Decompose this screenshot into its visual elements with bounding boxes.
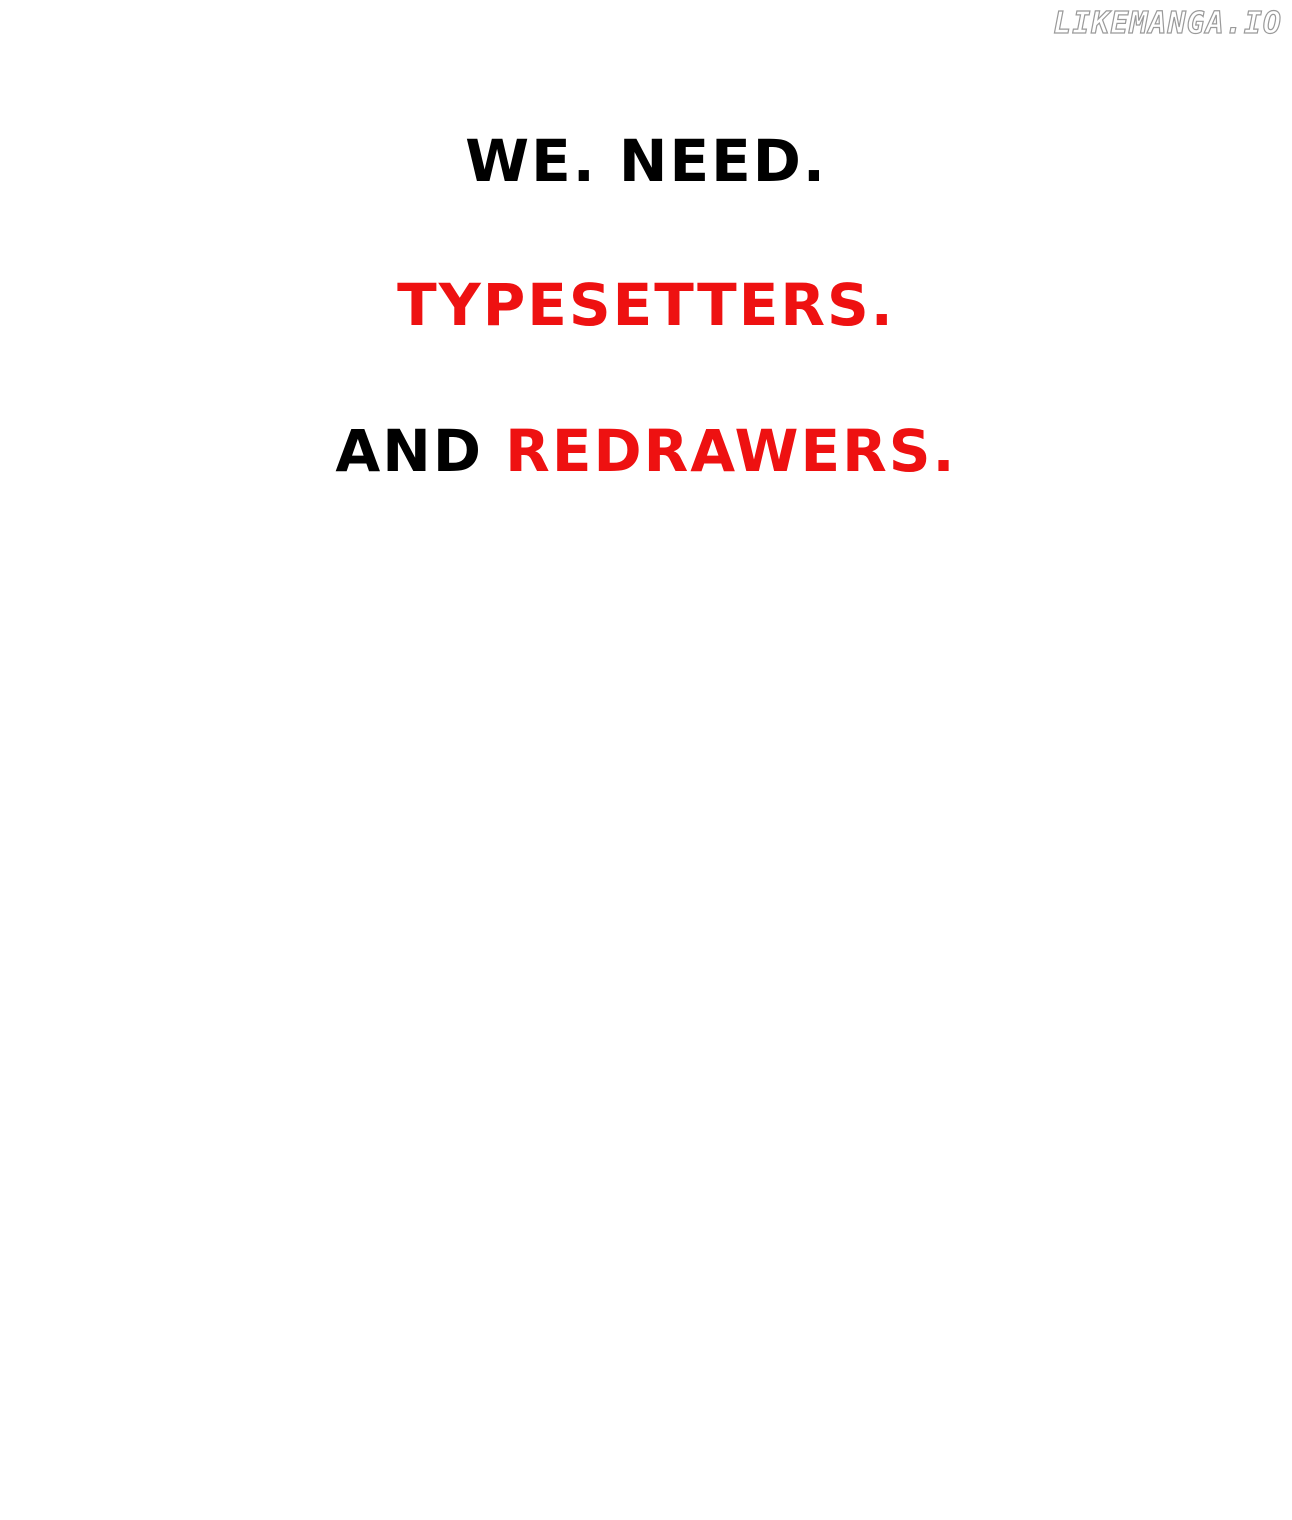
headline-and-redrawers	[0, 386, 1292, 516]
submit-line-4	[0, 1219, 1292, 1255]
submit-here-line	[0, 1263, 1292, 1299]
typesetters-for-heading	[0, 923, 1292, 959]
headline-we-need: WE. NEED.	[465, 127, 827, 195]
hobby-text	[0, 1478, 1292, 1514]
need-fast-text	[0, 549, 1292, 585]
intro-text	[0, 10, 1292, 46]
redrawers-for-heading	[0, 621, 1292, 657]
souboutei-test	[0, 737, 1292, 773]
lucifer-saru-line	[0, 808, 1292, 844]
submit-line-2	[0, 1147, 1292, 1183]
dire-line-1	[0, 1334, 1292, 1370]
dire-line-2	[0, 1370, 1292, 1406]
submit-line-3	[0, 1183, 1292, 1219]
dire-line-3	[0, 1406, 1292, 1442]
headline-and: AND	[335, 417, 506, 485]
site-watermark: LIKEMANGA.IO	[1053, 6, 1282, 41]
headline-redrawers: REDRAWERS.	[505, 417, 957, 485]
lucifer-test	[0, 852, 1292, 888]
souboutei-title	[0, 693, 1292, 729]
submit-line-1	[0, 1111, 1292, 1147]
issak-test	[0, 1039, 1292, 1075]
issak-line	[0, 995, 1292, 1031]
headline-typesetters: TYPESETTERS.	[397, 271, 895, 339]
